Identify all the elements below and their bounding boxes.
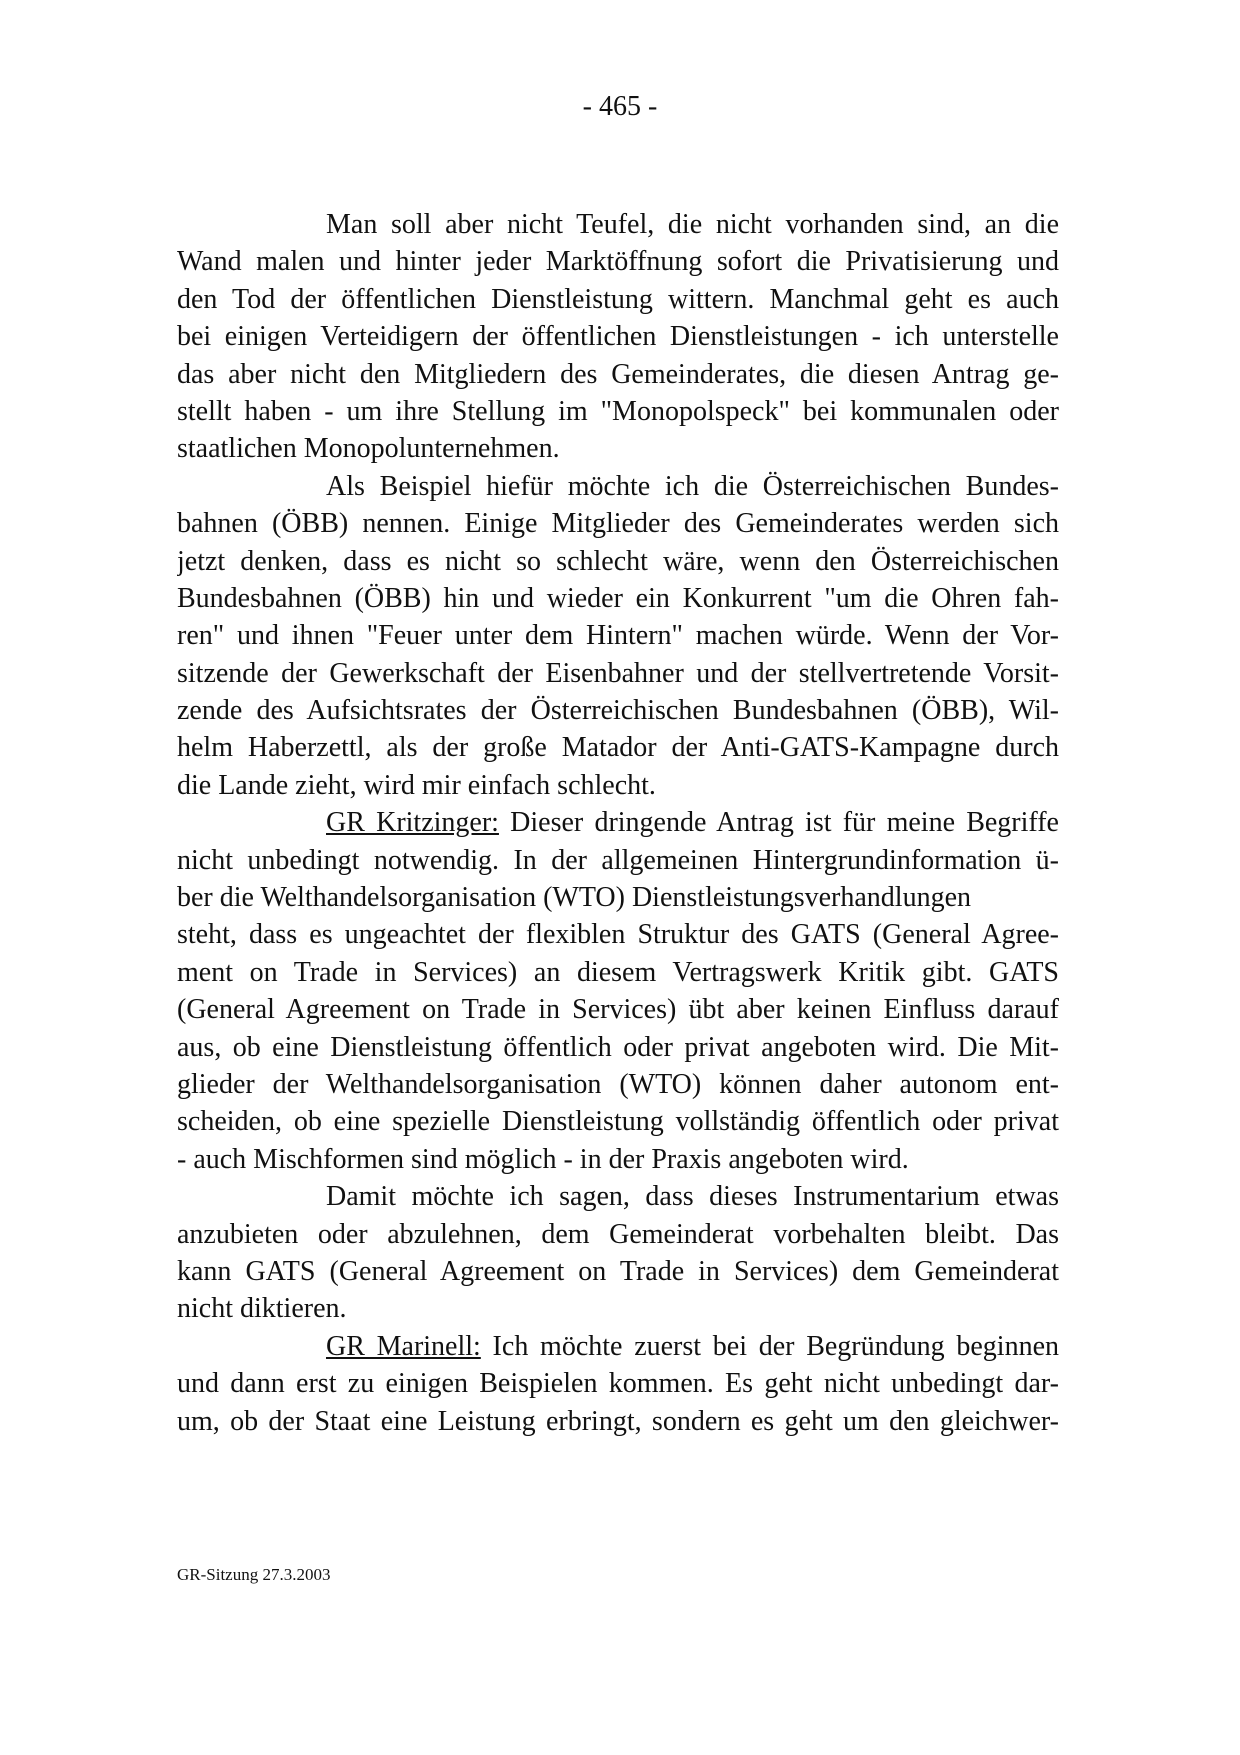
text-line: [177, 318, 1059, 355]
text-line: [177, 767, 1059, 804]
text-line: [177, 1328, 1059, 1365]
text-line: [177, 954, 1059, 991]
line-text: staatlichen Monopolunternehmen.: [177, 433, 560, 465]
line-text: und dann erst zu einigen Beispielen kommen. Es geht nicht unbedingt dar-: [177, 1368, 1059, 1400]
text-line: [177, 580, 1059, 617]
line-text: ren" und ihnen "Feuer unter dem Hintern" machen würde. Wenn der Vor-: [177, 620, 1059, 652]
line-text: die Lande zieht, wird mir einfach schlecht.: [177, 769, 656, 801]
line-text: den Tod der öffentlichen Dienstleistung wittern. Manchmal geht es auch: [177, 283, 1059, 315]
text-line: [177, 1141, 1059, 1178]
line-text: anzubieten oder abzulehnen, dem Gemeinderat vorbehalten bleibt. Das: [177, 1218, 1059, 1250]
speaker-name: GR Marinell:: [326, 1330, 481, 1362]
text-line: [177, 1216, 1059, 1253]
text-line: [177, 842, 1059, 879]
transcript-body: [177, 206, 1059, 1440]
line-text: Ich möchte zuerst bei der Begründung beginnen: [480, 1330, 1059, 1362]
line-text: glieder der Welthandelsorganisation (WTO) können daher autonom ent-: [177, 1068, 1059, 1100]
line-text: jetzt denken, dass es nicht so schlecht wäre, wenn den Österreichischen: [177, 545, 1059, 577]
text-line: [177, 617, 1059, 654]
text-line: [177, 1103, 1059, 1140]
text-line: [177, 356, 1059, 393]
line-text: Man soll aber nicht Teufel, die nicht vorhanden sind, an die: [326, 209, 1059, 240]
line-text: Damit möchte ich sagen, dass dieses Instrumentarium etwas: [326, 1181, 1059, 1213]
line-text: - auch Mischformen sind möglich - in der Praxis angeboten wird.: [177, 1143, 909, 1175]
line-text: das aber nicht den Mitgliedern des Gemeinderates, die diesen Antrag ge-: [177, 358, 1059, 390]
line-text: Dieser dringende Antrag ist für meine Begriffe: [498, 807, 1059, 839]
line-text: sitzende der Gewerkschaft der Eisenbahner und der stellvertretende Vorsit-: [177, 657, 1059, 689]
line-text: bei einigen Verteidigern der öffentlichen Dienstleistungen - ich unterstelle: [177, 321, 1059, 353]
text-line: [177, 1403, 1059, 1440]
text-line: [177, 1365, 1059, 1402]
text-line: [177, 393, 1059, 430]
text-line: [177, 1290, 1059, 1327]
line-text: aus, ob eine Dienstleistung öffentlich oder privat angeboten wird. Die Mit-: [177, 1031, 1059, 1063]
text-line: [177, 692, 1059, 729]
footer-session-date: GR-Sitzung 27.3.2003: [177, 1565, 331, 1584]
line-text: nicht diktieren.: [177, 1293, 347, 1325]
line-text: scheiden, ob eine spezielle Dienstleistung vollständig öffentlich oder privat: [177, 1106, 1059, 1138]
line-text: helm Haberzettl, als der große Matador der Anti-GATS-Kampagne durch: [177, 732, 1059, 764]
line-text: steht, dass es ungeachtet der flexiblen Struktur des GATS (General Agree-: [177, 919, 1059, 951]
text-line: [177, 804, 1059, 841]
line-text: zende des Aufsichtsrates der Österreichischen Bundesbahnen (ÖBB), Wil-: [177, 695, 1059, 727]
line-text: (General Agreement on Trade in Services) übt aber keinen Einfluss darauf: [177, 994, 1059, 1026]
text-line: [177, 1253, 1059, 1290]
line-text: nicht unbedingt notwendig. In der allgemeinen Hintergrundinformation ü-: [177, 844, 1059, 876]
line-text: stellt haben - um ihre Stellung im "Monopolspeck" bei kommunalen oder: [177, 395, 1059, 427]
text-line: [177, 916, 1059, 953]
text-line: [177, 1066, 1059, 1103]
text-line: [177, 430, 1059, 467]
text-line: [177, 243, 1059, 280]
text-line: [177, 281, 1059, 318]
text-line: [177, 505, 1059, 542]
text-line: [177, 655, 1059, 692]
text-line: [177, 991, 1059, 1028]
line-text: kann GATS (General Agreement on Trade in Services) dem Gemeinderat: [177, 1255, 1059, 1287]
text-line: [177, 1178, 1059, 1215]
line-text: Wand malen und hinter jeder Marktöffnung sofort die Privatisierung und: [177, 246, 1059, 278]
line-text: um, ob der Staat eine Leistung erbringt, sondern es geht um den gleichwer-: [177, 1405, 1059, 1437]
speaker-name: GR Kritzinger:: [326, 807, 499, 839]
text-line: [177, 206, 1059, 243]
line-text: Bundesbahnen (ÖBB) hin und wieder ein Konkurrent "um die Ohren fah-: [177, 582, 1059, 614]
line-text: ment on Trade in Services) an diesem Vertragswerk Kritik gibt. GATS: [177, 956, 1059, 988]
text-line: [177, 1029, 1059, 1066]
line-text: bahnen (ÖBB) nennen. Einige Mitglieder des Gemeinderates werden sich: [177, 508, 1059, 540]
page-number: - 465 -: [582, 91, 658, 122]
text-line: [177, 879, 1059, 916]
line-text: ber die Welthandelsorganisation (WTO) Dienstleistungsverhandlungen: [177, 882, 972, 914]
text-line: [177, 468, 1059, 505]
line-text: Als Beispiel hiefür möchte ich die Österreichischen Bundes-: [326, 470, 1059, 502]
text-line: [177, 543, 1059, 580]
text-line: [177, 729, 1059, 766]
